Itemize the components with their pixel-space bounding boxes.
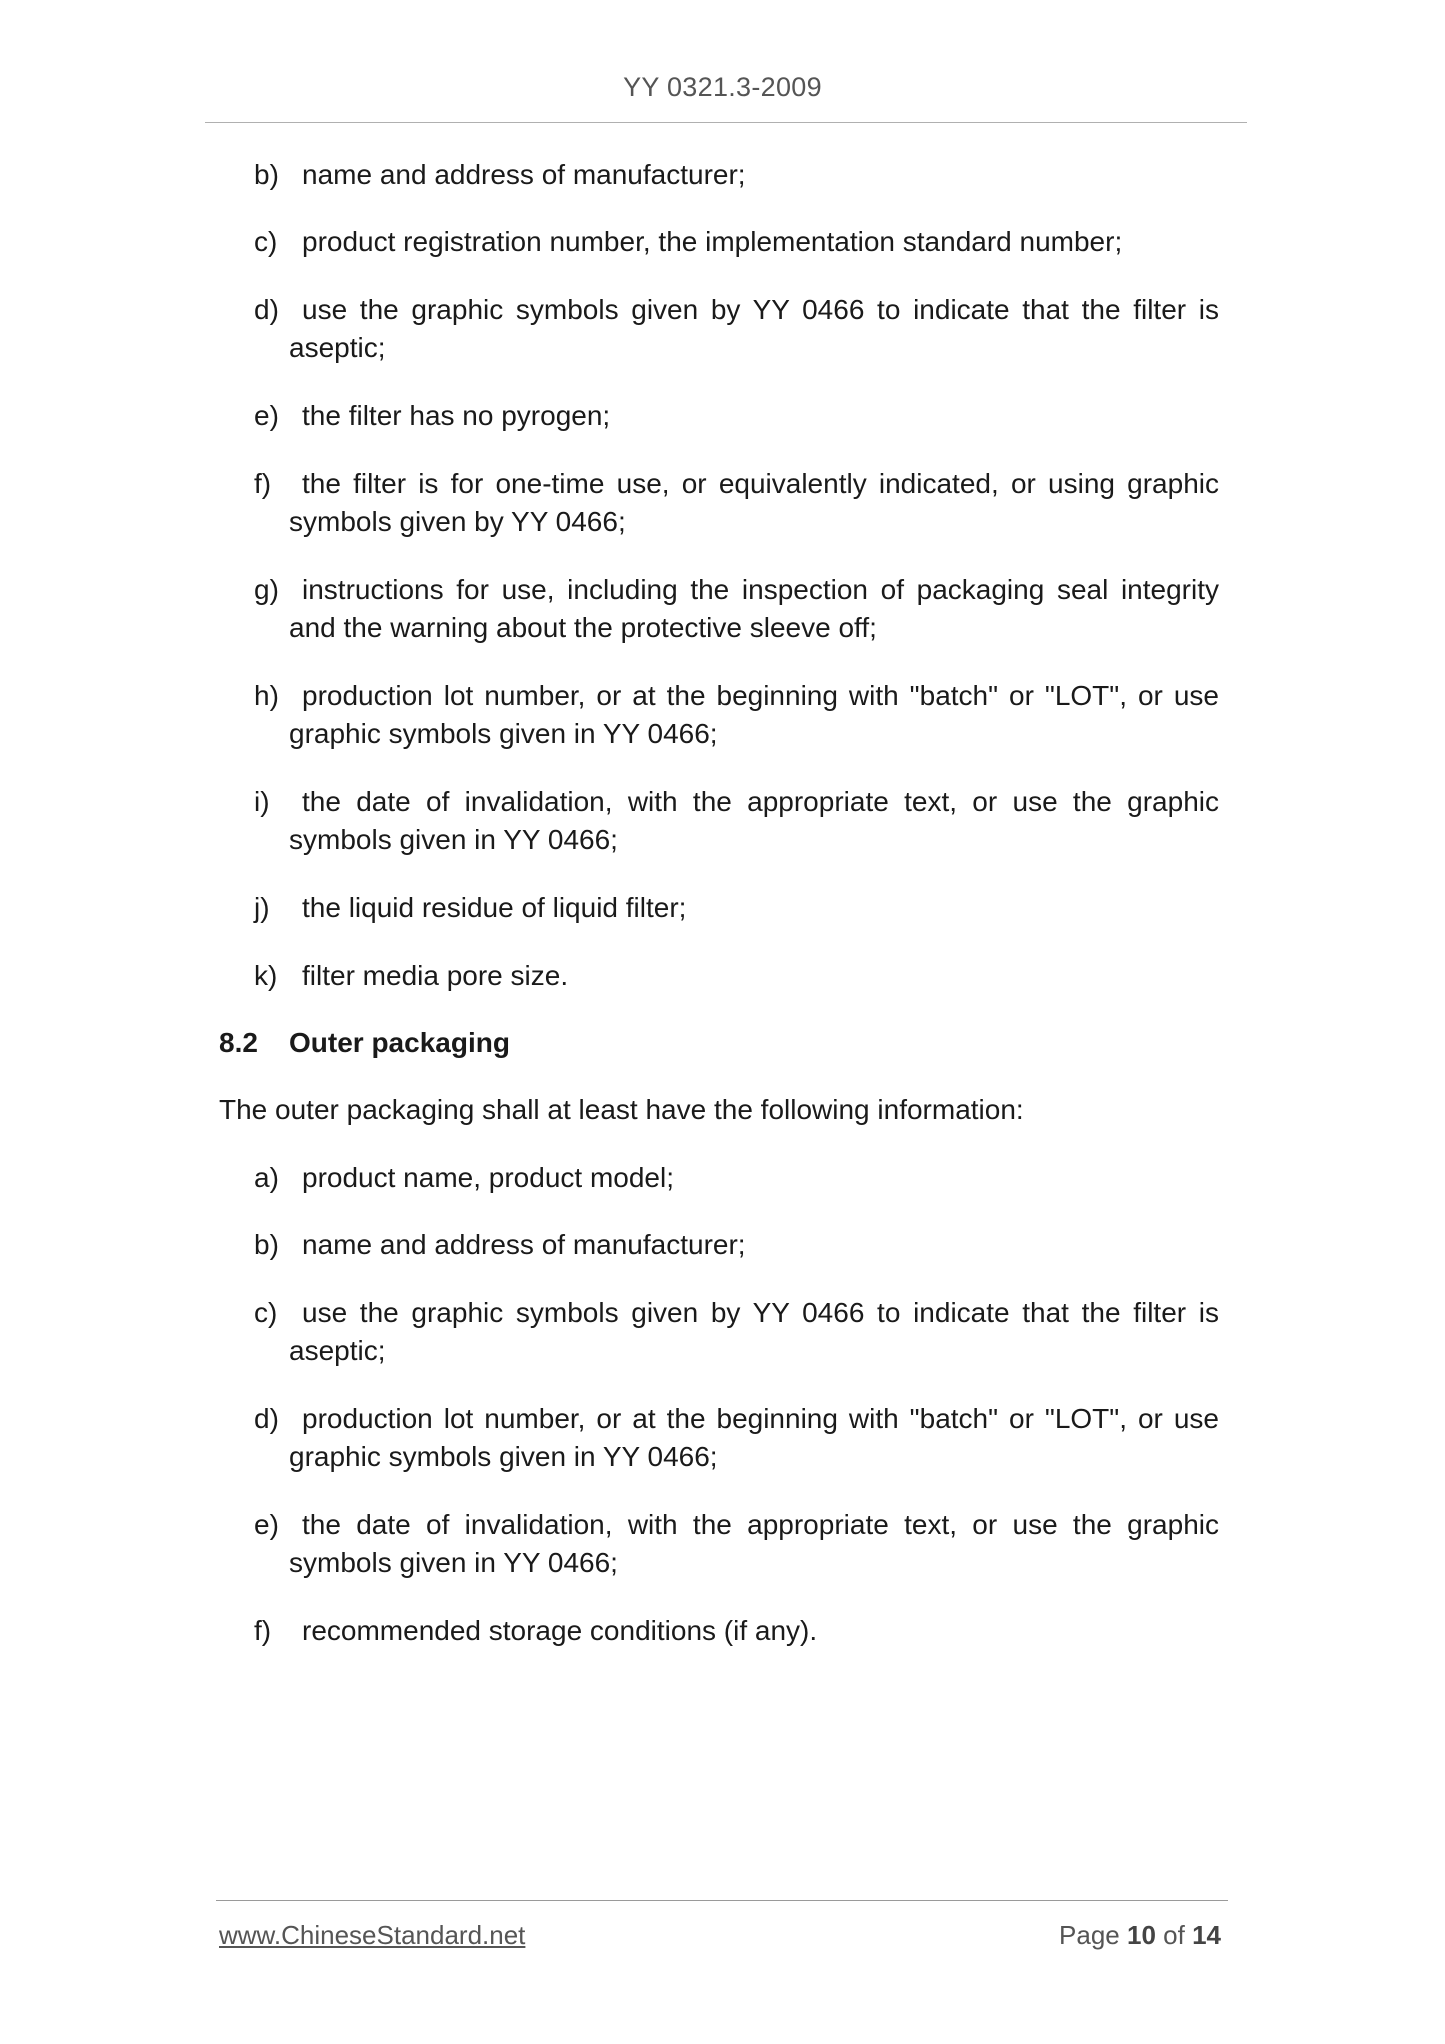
header-divider bbox=[205, 122, 1247, 123]
list-item bbox=[254, 1506, 1219, 1582]
list-marker: k) bbox=[254, 960, 278, 991]
list-marker: f) bbox=[254, 1615, 272, 1646]
section-intro: The outer packaging shall at least have the following information: bbox=[219, 1094, 1024, 1125]
page-current: 10 bbox=[1127, 1920, 1156, 1950]
section-heading bbox=[219, 1024, 510, 1062]
list-marker: d) bbox=[254, 1403, 279, 1434]
list-item-text: the date of invalidation, with the appropriate text, or use the graphic symbols given in YY 0466; bbox=[289, 786, 1219, 855]
list-item-text: production lot number, or at the beginning with "batch" or "LOT", or use graphic symbols given in YY 0466; bbox=[289, 680, 1219, 749]
list-marker: c) bbox=[254, 1297, 278, 1328]
list-item-text: use the graphic symbols given by YY 0466 to indicate that the filter is aseptic; bbox=[289, 1297, 1219, 1366]
footer-website-link[interactable]: www.ChineseStandard.net bbox=[219, 1920, 526, 1950]
list-item-text: the filter has no pyrogen; bbox=[302, 400, 611, 431]
list-item bbox=[254, 465, 1219, 541]
list-item bbox=[254, 1400, 1219, 1476]
page-of: of bbox=[1163, 1920, 1185, 1950]
list-item bbox=[254, 1612, 1219, 1650]
list-item-text: name and address of manufacturer; bbox=[302, 1229, 746, 1260]
list-item bbox=[254, 889, 1219, 927]
list-item-text: recommended storage conditions (if any). bbox=[302, 1615, 818, 1646]
section-title: Outer packaging bbox=[289, 1027, 510, 1058]
list-item bbox=[254, 957, 1219, 995]
list-item-text: name and address of manufacturer; bbox=[302, 159, 746, 190]
list-item-text: instructions for use, including the inspection of packaging seal integrity and the warning about the protective sleeve off; bbox=[289, 574, 1219, 643]
list-item bbox=[254, 1294, 1219, 1370]
page-total: 14 bbox=[1192, 1920, 1221, 1950]
list-marker: a) bbox=[254, 1162, 279, 1193]
list-marker: e) bbox=[254, 1509, 279, 1540]
list-marker: j) bbox=[254, 892, 270, 923]
list-item-text: product registration number, the implementation standard number; bbox=[302, 226, 1123, 257]
list-marker: i) bbox=[254, 786, 270, 817]
section-number: 8.2 bbox=[219, 1027, 258, 1058]
list-item-text: the date of invalidation, with the appropriate text, or use the graphic symbols given in YY 0466; bbox=[289, 1509, 1219, 1578]
list-marker: e) bbox=[254, 400, 279, 431]
list-marker: h) bbox=[254, 680, 279, 711]
list-item-text: filter media pore size. bbox=[302, 960, 569, 991]
list-item-text: product name, product model; bbox=[302, 1162, 674, 1193]
list-marker: f) bbox=[254, 468, 272, 499]
document-header-title: YY 0321.3-2009 bbox=[623, 72, 822, 102]
list-marker: g) bbox=[254, 574, 279, 605]
list-item bbox=[254, 1159, 1219, 1197]
list-item bbox=[254, 156, 1219, 194]
list-marker: d) bbox=[254, 294, 279, 325]
list-item bbox=[254, 223, 1219, 261]
list-item-text: the liquid residue of liquid filter; bbox=[302, 892, 687, 923]
list-item bbox=[254, 677, 1219, 753]
list-item bbox=[254, 571, 1219, 647]
list-item-text: production lot number, or at the beginning with "batch" or "LOT", or use graphic symbols given in YY 0466; bbox=[289, 1403, 1219, 1472]
list-item bbox=[254, 291, 1219, 367]
list-item-text: the filter is for one-time use, or equivalently indicated, or using graphic symbols given by YY 0466; bbox=[289, 468, 1219, 537]
list-item bbox=[254, 397, 1219, 435]
list-item-text: use the graphic symbols given by YY 0466 to indicate that the filter is aseptic; bbox=[289, 294, 1219, 363]
list-item bbox=[254, 1226, 1219, 1264]
footer-divider bbox=[216, 1900, 1228, 1901]
page-prefix: Page bbox=[1059, 1920, 1120, 1950]
page-number bbox=[1059, 1920, 1221, 1951]
list-item bbox=[254, 783, 1219, 859]
list-marker: b) bbox=[254, 1229, 279, 1260]
list-marker: b) bbox=[254, 159, 279, 190]
list-marker: c) bbox=[254, 226, 278, 257]
